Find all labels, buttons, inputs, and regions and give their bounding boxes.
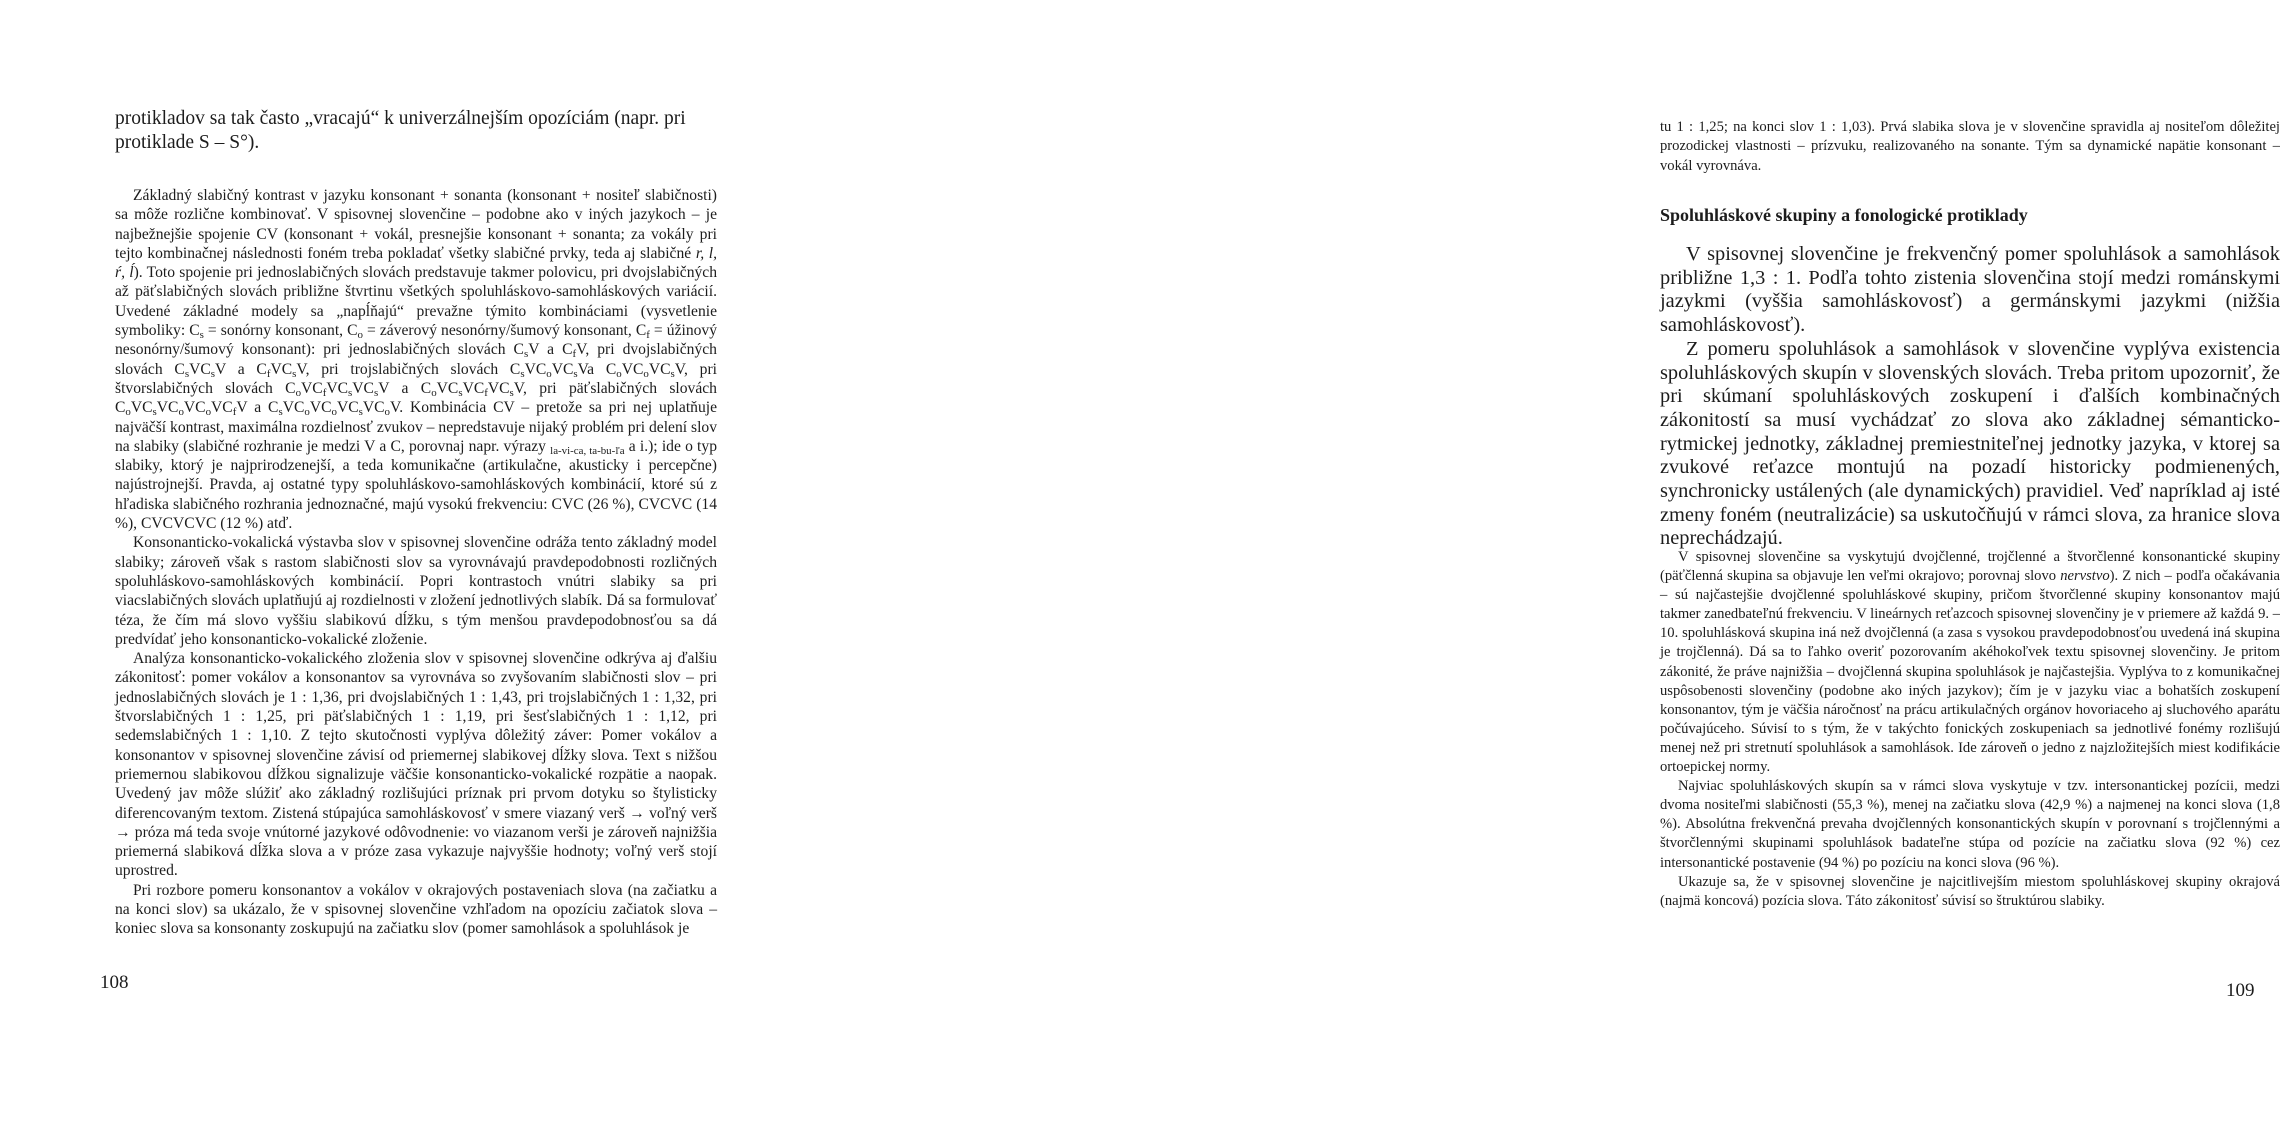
left-paragraph-2: Konsonanticko-vokalická výstavba slov v spisovnej slovenčine odráža tento základný model slabiky; zároveň však s rastom slabičnosti slov sa vyrovnávajú pravdepodobnosti rozličných spoluhláskovo-samohláskových kombinácií. Popri kontrastoch vnútri slabiky sa pri viacslabičných slovách uplatňujú aj rozdielnosti v zložení jednotlivých slabík. Dá sa formulovať téza, že čím má slovo vyššiu slabikovú dĺžku, s tým menšou pravdepodobnosťou sa dá predvídať jeho konsonanticko-vokalické zloženie. [115,534,717,648]
left-intro: protikladov sa tak často „vracajú“ k univerzálnejším opozíciám (napr. pri protiklade S – S°). [115,108,686,153]
right-paragraph-2: Najviac spoluhláskových skupín sa v rámci slova vyskytuje v tzv. intersonantickej pozícii, medzi dvoma nositeľmi slabičnosti (55,3 %), menej na začiatku slova (42,9 %) a najmenej na konci slova (1,8 %). Absolútna frekvenčná prevaha dvojčlenných konsonantických skupín v porovnaní s trojčlennými a štvorčlennými skupinami spoluhlások badateľne stúpa od pozície na začiatku slova (92 %) cez intersonantické postavenie (94 %) po pozíciu na konci slova (96 %). [1660,778,2280,871]
left-page [0,0,800,1133]
page-number-left: 108 [100,972,129,993]
page-number-right: 109 [2226,980,2255,1001]
left-paragraph-3: Analýza konsonanticko-vokalického zloženia slov v spisovnej slovenčine odkrýva aj ďalšiu zákonitosť: pomer vokálov a konsonantov sa vyrovnáva so zvyšovaním slabičnosti slov – pri jednoslabičných slovách je 1 : 1,36, pri dvojslabičných 1 : 1,43, pri trojslabičných 1 : 1,32, pri štvorslabičných 1 : 1,25, pri päťslabičných 1 : 1,19, pri šesťslabičných 1 : 1,12, pri sedemslabičných 1 : 1,10. Z tejto skutočnosti vyplýva dôležitý záver: Pomer vokálov a konsonantov v spisovnej slovenčine závisí od priemernej slabikovej dĺžky slova. Text s nižšou priemernou slabikovou dĺžkou signalizuje väčšie konsonanticko-vokalické rozpätie a naopak. Uvedený jav môže slúžiť ako základný rozlišujúci príznak pri prvom dotyku so štylisticky diferencovaným textom. Zistená stúpajúca samohláskovosť v smere viazaný verš → voľný verš → próza má teda svoje vnútorné jazykové odôvodnenie: vo viazanom verši je zároveň najnižšia priemerná slabiková dĺžka slova a v próze zasa vykazuje najvyššie hodnoty; voľný verš stojí uprostred. [115,650,717,880]
right-body [1660,548,2280,911]
left-paragraph-4: Pri rozbore pomeru konsonantov a vokálov v okrajových postaveniach slova (na začiatku a na konci slov) sa ukázalo, že v spisovnej slovenčine vzhľadom na opozíciu začiatok slova – koniec slova sa konsonanty zoskupujú na začiatku slov (pomer samohlások a spoluhlások je [115,881,717,938]
right-page [800,0,2280,1133]
right-paragraph-3: Ukazuje sa, že v spisovnej slovenčine je najcitlivejším miestom spoluhláskovej skupiny okrajová (najmä koncová) pozícia slova. Táto zákonitosť súvisí so štruktúrou slabiky. [1660,873,2280,909]
right-large-paragraph-1: V spisovnej slovenčine je frekvenčný pomer spoluhlások a samohlások približne 1,3 : 1. Podľa tohto zistenia slovenčina stojí medzi románskymi jazykmi (vyššia samohláskovosť) a germánskymi jazykmi (nižšia samohláskovosť). [1660,243,2280,337]
right-large-text [1660,243,2280,551]
section-heading: Spoluhláskové skupiny a fonologické protiklady [1660,205,2028,225]
left-body [115,186,717,939]
right-large-paragraph-2: Z pomeru spoluhlások a samohlások v slovenčine vyplýva existencia spoluhláskových skupín v slovenských slovách. Treba pritom upozorniť, že pri skúmaní spoluhláskových zoskupení i ďalších kombinačných zákonitostí sa musí vychádzať zo slova ako základnej sémanticko-rytmickej jednotky, základnej premiestniteľnej jednotky jazyka, v ktorej sa zvukové reťazce montujú na pozadí historicky podmienených, synchronicky ustálených (ale dynamických) pravidiel. Veď napríklad aj isté zmeny foném (neutralizácie) sa uskutočňujú v rámci slova, za hranice slova neprechádzajú. [1660,337,2280,550]
right-intro: tu 1 : 1,25; na konci slov 1 : 1,03). Prvá slabika slova je v slovenčine spravidla aj nositeľom dôležitej prozodickej vlastnosti – prízvuku, realizovaného na sonante. Tým sa dynamické napätie konsonant – vokál vyrovnáva. [1660,119,2280,174]
left-paragraph-1: Základný slabičný kontrast v jazyku konsonant + sonanta (konsonant + nositeľ slabičnosti) sa môže rozlične kombinovať. V spisovnej slovenčine – podobne ako v iných jazykoch – je najbežnejšie spojenie CV (konsonant + vokál, presnejšie konsonant + sonanta; za vokály pri tejto kombinačnej následnosti foném treba pokladať všetky slabičné prvky, teda aj slabičné r, l, ŕ, ĺ). Toto spojenie pri jednoslabičných slovách predstavuje takmer polovicu, pri dvojslabičných až päťslabičných slovách približne štvrtinu všetkých spoluhláskovo-samohláskových variácií. Uvedené základné modely sa „napĺňajú“ prevažne týmito kombináciami (vysvetlenie symboliky: $C_s$ = sonórny konsonant, $C_o$ = záverový nesonórny/šumový konsonant, $C_f$ = úžinový nesonórny/šumový konsonant): pri jednoslabičných slovách $C_sV$ a $C_fV$, pri dvojslabičných slovách $C_sVC_sV$ a $C_fVC_sV$, pri trojslabičných slovách $C_sVC_oVC_sVa$ $C_oVC_oVC_sV$, pri štvorslabičných slovách $C_oVC_fVC_sVC_sV$ a $C_oVC_sVC_fVC_sV$, pri päťslabičných slovách $C_oVC_sVC_oVC_oVC_fV$ a $C_sVC_oVC_oVC_sVC_oV$. Kombinácia CV – pretože sa pri nej uplatňuje najväčší kontrast, maximálna rozdielnosť zvukov – nepredstavuje nijaký problém pri delení slov na slabiky (slabičné rozhranie je medzi V a C, porovnaj napr. výrazy $_{la-vi-ca, ta-bu-ľa}$ a i.); ide o typ slabiky, ktorý je najprirodzenejší, a teda komunikačne (artikulačne, akusticky i percepčne) najústrojnejší. Pravda, aj ostatné typy spoluhláskovo-samohláskových kombinácií, ktoré sú z hľadiska slabičného rozhrania jednoznačné, majú vysokú frekvenciu: CVC (26 %), CVCVC (14 %), CVCVCVC (12 %) atď. [115,187,718,533]
right-paragraph-1: V spisovnej slovenčine sa vyskytujú dvojčlenné, trojčlenné a štvorčlenné konsonantické skupiny (päťčlenná skupina sa objavuje len veľmi okrajovo; porovnaj slovo nervstvo). Z nich – podľa očakávania – sú najčastejšie dvojčlenné spoluhláskové skupiny, pričom štvorčlenné skupiny konsonantov majú takmer zanedbateľnú frekvenciu. V lineárnych reťazcoch spisovnej slovenčiny je v priemere až každá 9. – 10. spoluhlásková skupina iná než dvojčlenná (a zasa s vysokou pravdepodobnosťou uvedená iná skupina je trojčlenná). Dá sa to ľahko overiť pozorovaním akéhokoľvek textu spisovnej slovenčiny. Je pritom zákonité, že práve najnižšia – dvojčlenná skupina spoluhlások je najčastejšia. Vyplýva to z komunikačnej uspôsobenosti slovenčiny (podobne ako iných jazykov); čím je v jazyku viac a bohatších zoskupení konsonantov, tým je väčšia náročnosť na prácu artikulačných orgánov hovoriaceho aj sluchového aparátu počúvajúceho. Súvisí to s tým, že v takýchto fonických zoskupeniach sa jednotlivé fonémy rozlišujú menej než pri stretnutí spoluhlások a samohlások. Ide zároveň o jedno z najzložitejších miest kodifikácie ortoepickej normy. [1660,549,2280,776]
